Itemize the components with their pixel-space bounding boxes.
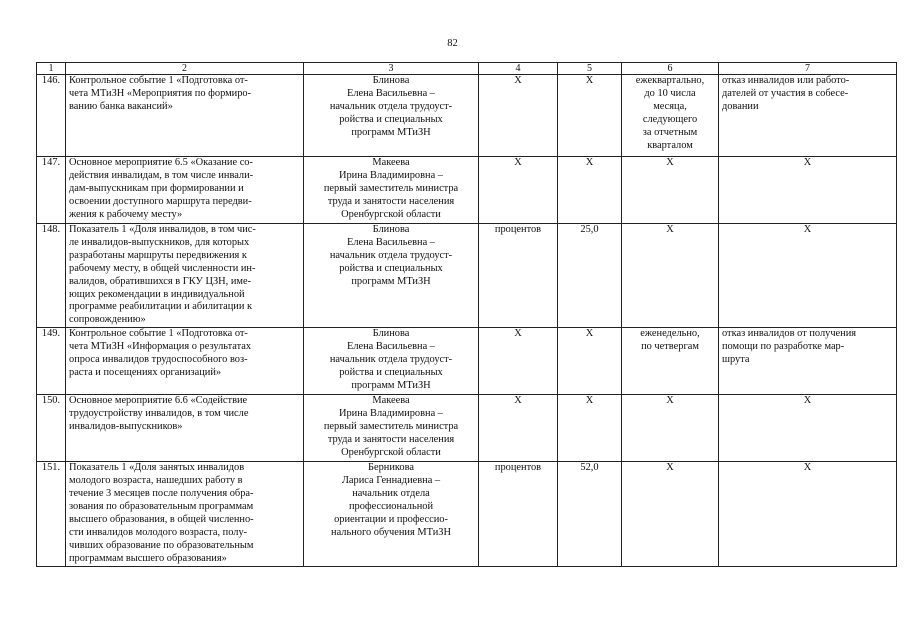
cell-text-line: за отчетным [642,126,698,138]
cell-text-line: Макеева [372,395,410,407]
cell-text-line: начальник отдела [352,488,430,500]
cell-text-line: ежеквартально, [635,75,705,86]
cell-text-line: труда и занятости населения [327,433,455,445]
cell-text-line: начальник отдела трудоуст- [329,100,453,112]
cell-text-line: помощи по разработке мар- [722,341,845,353]
cell-text-line: Оренбургской области [341,208,441,220]
cell-text-line: отказ инвалидов или работо- [722,75,850,86]
cell-text-line: Показатель 1 «Доля инвалидов, в том чис- [69,224,256,235]
cell-text-line: Блинова [372,224,410,235]
cell-text-line: освоении доступного маршрута передви- [69,195,252,207]
row-number: 148. [37,224,66,328]
cell-text-line: раста и посещениях организаций» [69,366,222,378]
cell-text-line: Макеева [372,157,410,168]
cell-text-line: Елена Васильевна – [346,236,436,248]
risk-cell [719,224,897,328]
responsible-person [304,328,479,395]
row-number: 149. [37,328,66,395]
responsible-person [304,75,479,157]
responsible-person [304,462,479,566]
cell-text-line: Основное мероприятие 6.6 «Содействие [69,395,248,407]
value-cell: Х [558,328,622,395]
cell-text-line: начальник отдела трудоуст- [329,354,453,366]
unit-cell: процентов [479,224,558,328]
value-cell: Х [558,395,622,462]
cell-text-line: ройства и специальных [339,113,443,125]
cell-text-line: Берникова [368,462,414,474]
cell-text-line: программ МТиЗН [351,275,431,287]
table-row [37,395,897,462]
unit-cell: Х [479,157,558,224]
cell-text-line: Х [666,224,674,235]
cell-text-line: еженедельно, [640,328,700,340]
frequency-cell [622,462,719,566]
cell-text-line: Х [666,157,674,168]
cell-text-line: Контрольное событие 1 «Подготовка от- [69,75,248,86]
cell-text-line: Елена Васильевна – [346,341,436,353]
cell-text-line: инвалидов-выпускников» [69,421,183,433]
cell-text-line: дателей от участия в собесе- [722,87,849,99]
row-number: 146. [37,75,66,157]
row-number: 147. [37,157,66,224]
cell-text-line: довании [722,100,759,112]
cell-text-line: Показатель 1 «Доля занятых инвалидов [69,462,245,474]
cell-text-line: программ МТиЗН [351,379,431,391]
cell-text-line: программ МТиЗН [351,126,431,138]
responsible-person [304,224,479,328]
cell-text-line: сти инвалидов молодого возраста, полу- [69,526,248,538]
cell-text-line: Х [666,462,674,474]
cell-text-line: течение 3 месяцев после получения обра- [69,488,254,500]
cell-text-line: Блинова [372,328,410,340]
cell-text-line: рабочему месту, в общей численности ин- [69,262,256,274]
event-name [66,224,304,328]
value-cell: Х [558,157,622,224]
row-number: 151. [37,462,66,566]
event-name [66,328,304,395]
table-row [37,157,897,224]
cell-text-line: Ирина Владимировна – [338,408,443,420]
measures-table [36,62,897,567]
risk-cell [719,328,897,395]
cell-text-line: Лариса Геннадиевна – [341,475,441,487]
table-row [37,328,897,395]
frequency-cell [622,328,719,395]
cell-text-line: Х [803,395,812,407]
frequency-cell [622,224,719,328]
risk-cell [719,75,897,157]
unit-cell: Х [479,328,558,395]
column-number: 2 [66,63,304,75]
column-number: 4 [479,63,558,75]
cell-text-line: шрута [722,354,750,366]
cell-text-line: Ирина Владимировна – [338,169,443,181]
risk-cell [719,395,897,462]
cell-text-line: первый заместитель министра [323,182,459,194]
unit-cell: процентов [479,462,558,566]
cell-text-line: молодого возраста, нашедших работу в [69,475,243,487]
cell-text-line: сопровождению» [69,314,146,326]
event-name [66,157,304,224]
frequency-cell [622,75,719,157]
table-row [37,75,897,157]
cell-text-line: нального обучения МТиЗН [331,526,451,538]
cell-text-line: программам высшего образования» [69,552,227,564]
cell-text-line: Х [666,395,674,407]
cell-text-line: профессиональной [348,500,434,512]
cell-text-line: трудоустройству инвалидов, в том числе [69,408,249,420]
cell-text-line: отказ инвалидов от получения [722,328,857,340]
column-number-row [37,63,897,75]
cell-text-line: ле инвалидов-выпускников, для которых [69,236,250,248]
event-name [66,462,304,566]
frequency-cell [622,157,719,224]
frequency-cell [622,395,719,462]
cell-text-line: ориентации и профессио- [334,513,448,525]
event-name [66,75,304,157]
value-cell: 52,0 [558,462,622,566]
cell-text-line: Х [803,157,812,168]
unit-cell: Х [479,395,558,462]
table-row [37,462,897,566]
cell-text-line: Х [803,462,812,474]
cell-text-line: Елена Васильевна – [346,87,436,99]
cell-text-line: разработаны маршруты передвижения к [69,249,247,261]
cell-text-line: по четвергам [641,341,699,353]
cell-text-line: дам-выпускникам при формировании и [69,182,244,194]
risk-cell [719,157,897,224]
cell-text-line: чета МТиЗН «Информация о результатах [69,341,252,353]
cell-text-line: действия инвалидам, в том числе инвали- [69,169,254,181]
cell-text-line: следующего [642,113,698,125]
cell-text-line: кварталом [647,139,693,151]
cell-text-line: Х [803,224,812,235]
cell-text-line: высшего образования, в общей численно- [69,513,254,525]
unit-cell: Х [479,75,558,157]
value-cell: 25,0 [558,224,622,328]
column-number: 3 [304,63,479,75]
cell-text-line: труда и занятости населения [327,195,455,207]
page-number: 82 [447,38,458,49]
table-row [37,224,897,328]
column-number: 1 [37,63,66,75]
cell-text-line: жения к рабочему месту» [69,208,183,220]
cell-text-line: месяца, [653,100,687,112]
value-cell: Х [558,75,622,157]
cell-text-line: чивших образование по образовательным [69,539,254,551]
responsible-person [304,157,479,224]
cell-text-line: программе реабилитации и абилитации к [69,301,253,313]
cell-text-line: Оренбургской области [341,446,441,458]
cell-text-line: Блинова [372,75,410,86]
cell-text-line: первый заместитель министра [323,421,459,433]
cell-text-line: ванию банка вакансий» [69,100,173,112]
cell-text-line: начальник отдела трудоуст- [329,249,453,261]
cell-text-line: зования по образовательным программам [69,500,254,512]
event-name [66,395,304,462]
cell-text-line: ющих рекомендации в индивидуальной [69,288,245,300]
cell-text-line: чета МТиЗН «Мероприятия по формиро- [69,87,252,99]
cell-text-line: Контрольное событие 1 «Подготовка от- [69,328,248,340]
cell-text-line: валидов, обратившихся в ГКУ ЦЗН, име- [69,275,252,287]
responsible-person [304,395,479,462]
risk-cell [719,462,897,566]
cell-text-line: ройства и специальных [339,366,443,378]
column-number: 5 [558,63,622,75]
cell-text-line: до 10 числа [644,87,696,99]
cell-text-line: опроса инвалидов трудоспособного воз- [69,354,248,366]
column-number: 6 [622,63,719,75]
row-number: 150. [37,395,66,462]
cell-text-line: ройства и специальных [339,262,443,274]
cell-text-line: Основное мероприятие 6.5 «Оказание со- [69,157,253,168]
column-number: 7 [719,63,897,75]
